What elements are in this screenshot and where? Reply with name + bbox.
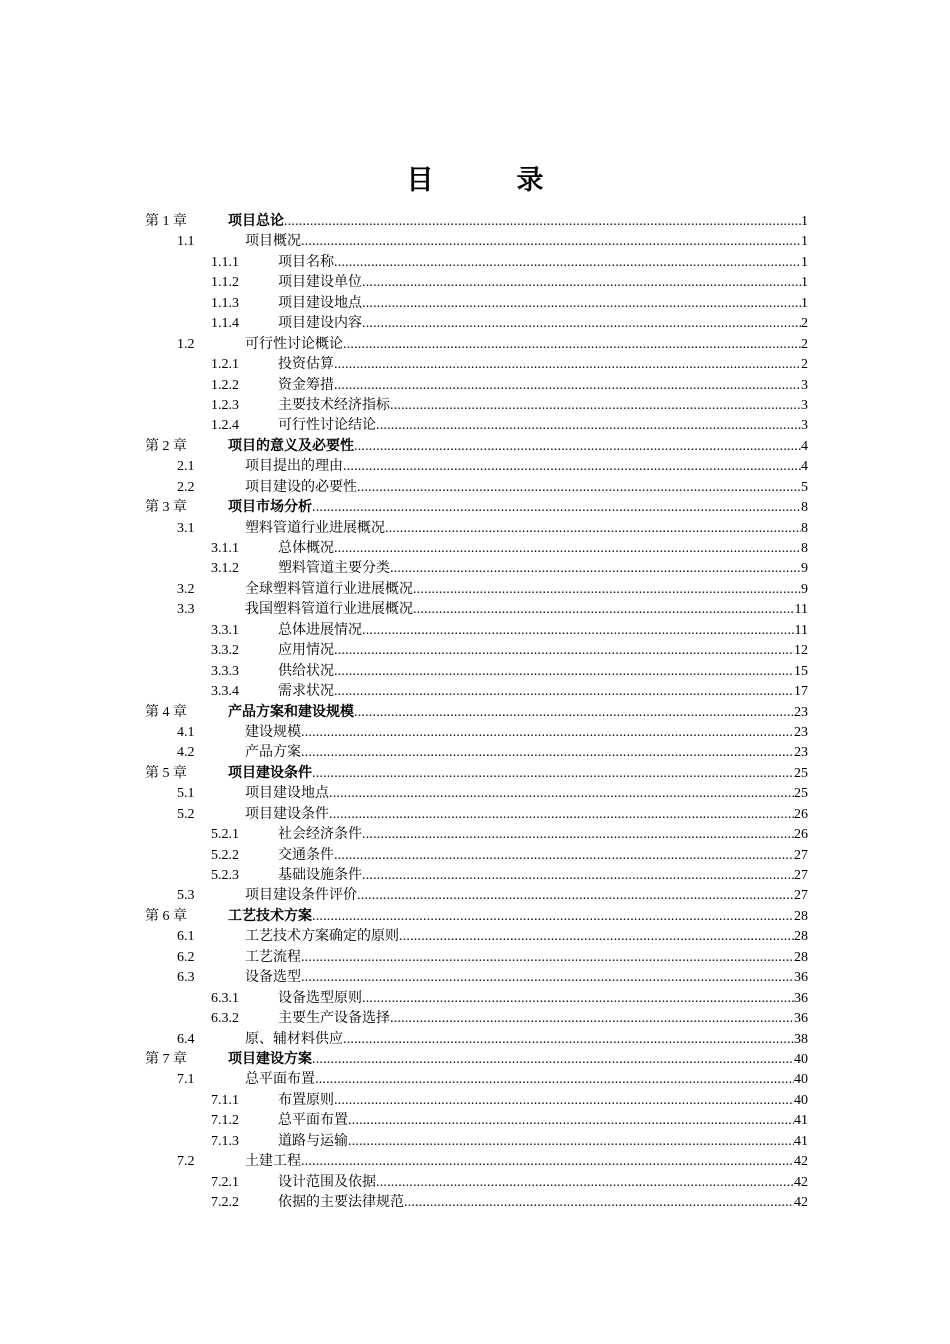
toc-entry-page-number: 42 [794,1195,808,1210]
toc-entry-page-number: 28 [794,908,808,924]
toc-entry-label: 总平面布置 [245,1071,315,1088]
toc-dot-leader [413,600,795,620]
toc-dot-leader [329,805,794,825]
toc-entry-number: 7.1.3 [211,1133,239,1149]
toc-dot-leader [390,559,801,579]
toc-entry-page-number: 1 [801,254,808,270]
toc-entry[interactable] [145,272,808,292]
toc-entry[interactable] [145,885,808,905]
toc-entry[interactable] [145,456,808,476]
toc-entry-page-number: 17 [794,684,808,700]
toc-entry-page-number: 36 [794,1011,808,1027]
toc-entry[interactable] [145,1192,808,1212]
toc-dot-leader [301,968,794,988]
toc-dot-leader [362,314,801,334]
toc-entry-page-number: 3 [801,397,808,413]
toc-entry-label: 项目建设的必要性 [245,478,357,495]
toc-entry-number: 6.2 [177,949,195,965]
toc-entry-label: 项目概况 [245,233,301,250]
toc-entry-label: 布置原则 [278,1091,334,1108]
toc-entry-page-number: 1 [801,275,808,291]
toc-entry[interactable] [145,804,808,824]
toc-entry-page-number: 12 [794,643,808,659]
toc-list [145,211,808,1212]
toc-entry[interactable] [145,518,808,538]
toc-dot-leader [334,376,801,396]
toc-entry-label: 可行性讨论概论 [245,335,343,352]
toc-dot-leader [334,641,794,661]
toc-entry-label: 需求状况 [278,683,334,700]
toc-entry-label: 资金筹措 [278,376,334,393]
toc-dot-leader [312,498,801,518]
toc-entry[interactable] [145,988,808,1008]
toc-entry-page-number: 4 [801,438,808,454]
toc-entry-number: 1.1.3 [211,295,239,311]
toc-entry-page-number: 2 [801,357,808,373]
toc-entry[interactable] [145,477,808,497]
toc-entry-page-number: 36 [794,970,808,986]
toc-entry-page-number: 2 [801,336,808,352]
toc-dot-leader [413,580,801,600]
toc-entry-label: 工艺流程 [245,948,301,965]
toc-entry[interactable] [145,742,808,762]
toc-entry-page-number: 9 [801,561,808,577]
toc-dot-leader [399,927,794,947]
toc-dot-leader [301,723,794,743]
toc-entry-label: 基础设施条件 [278,867,362,883]
toc-entry-page-number: 8 [801,520,808,536]
toc-entry-label: 项目提出的理由 [245,458,343,475]
toc-entry-page-number: 26 [794,806,808,822]
toc-entry-page-number: 27 [794,847,808,863]
toc-entry[interactable] [145,558,808,578]
toc-dot-leader [362,294,801,314]
toc-entry-label: 主要生产设备选择 [278,1010,390,1027]
toc-entry-page-number: 27 [794,868,808,883]
toc-dot-leader [301,1152,794,1172]
toc-dot-leader [362,866,794,886]
toc-entry-label: 设备选型原则 [278,989,362,1006]
toc-entry-page-number: 2 [801,316,808,332]
toc-entry-number: 1.2 [177,336,195,352]
toc-entry-label: 项目建设单位 [278,274,362,291]
toc-entry-number: 第 5 章 [145,765,187,781]
toc-entry-page-number: 3 [801,377,808,393]
toc-entry-label: 全球塑料管道行业进展概况 [245,580,413,597]
toc-entry-label: 主要技术经济指标 [278,396,390,413]
toc-entry-label: 可行性讨论结论 [278,417,376,434]
toc-entry-number: 1.2.4 [211,418,239,434]
toc-entry-label: 道路与运输 [278,1132,348,1149]
toc-entry-label: 项目建设方案 [228,1050,312,1067]
toc-dot-leader [312,1050,794,1070]
toc-entry-number: 5.2 [177,806,195,822]
toc-entry-number: 7.1 [177,1072,195,1088]
toc-entry-number: 3.1.2 [211,561,239,577]
toc-entry-number: 6.4 [177,1031,195,1047]
toc-entry-number: 5.3 [177,888,195,904]
toc-entry-page-number: 40 [794,1072,808,1088]
toc-entry[interactable] [145,375,808,395]
toc-entry[interactable] [145,906,808,926]
toc-entry[interactable] [145,579,808,599]
toc-entry[interactable] [145,865,808,885]
toc-entry-page-number: 27 [794,888,808,904]
toc-entry[interactable] [145,395,808,415]
toc-title: 目 录 [406,165,572,196]
toc-entry-label: 项目建设地点 [278,294,362,311]
toc-entry-page-number: 8 [801,500,808,516]
toc-entry-page-number: 1 [801,295,808,311]
toc-entry-page-number: 11 [794,622,808,638]
toc-entry-page-number: 3 [801,418,808,434]
toc-entry-number: 4.2 [177,745,195,761]
toc-dot-leader [334,662,794,682]
toc-dot-leader [390,396,801,416]
toc-entry-number: 1.1 [177,234,195,250]
toc-entry-number: 5.2.3 [211,868,239,883]
toc-entry[interactable] [145,252,808,272]
toc-entry[interactable] [145,1131,808,1151]
toc-dot-leader [404,1193,794,1213]
toc-entry[interactable] [145,620,808,640]
toc-entry-number: 3.3.3 [211,663,239,679]
toc-entry[interactable] [145,1069,808,1089]
toc-entry-page-number: 41 [794,1133,808,1149]
toc-dot-leader [343,335,801,355]
toc-entry-page-number: 28 [794,929,808,945]
toc-dot-leader [362,989,794,1009]
toc-entry-label: 投资估算 [278,356,334,373]
toc-entry[interactable] [145,1172,808,1192]
toc-entry[interactable] [145,763,808,783]
toc-entry-number: 第 3 章 [145,500,187,516]
toc-entry-number: 3.3 [177,602,195,618]
toc-entry-page-number: 23 [794,704,808,720]
toc-dot-leader [334,682,794,702]
toc-entry-page-number: 1 [801,214,808,229]
toc-entry[interactable] [145,722,808,742]
toc-entry-number: 3.3.1 [211,622,239,638]
toc-entry-number: 1.2.3 [211,397,239,413]
toc-entry-number: 1.2.2 [211,377,239,393]
toc-entry-label: 设备选型 [245,969,301,986]
toc-dot-leader [284,212,801,232]
toc-entry-number: 3.1 [177,520,195,536]
toc-entry-page-number: 25 [794,765,808,781]
toc-entry-number: 1.1.1 [211,254,239,270]
toc-entry-number: 7.1.1 [211,1092,239,1108]
toc-entry-page-number: 40 [794,1092,808,1108]
toc-entry[interactable] [145,824,808,844]
toc-entry[interactable] [145,599,808,619]
toc-dot-leader [334,539,801,559]
toc-entry-label: 交通条件 [278,846,334,863]
toc-entry[interactable] [145,211,808,231]
toc-entry-number: 6.3.1 [211,990,239,1006]
toc-entry-page-number: 15 [794,663,808,679]
toc-entry-page-number: 1 [801,234,808,250]
toc-dot-leader [334,846,794,866]
toc-entry-label: 项目的意义及必要性 [228,437,354,454]
toc-entry-label: 项目名称 [278,253,334,270]
toc-entry-label: 设计范围及依据 [278,1173,376,1190]
toc-dot-leader [312,907,794,927]
toc-entry-page-number: 9 [801,581,808,597]
toc-entry[interactable] [145,845,808,865]
toc-entry[interactable] [145,967,808,987]
toc-entry-number: 7.2 [177,1154,195,1170]
toc-entry-number: 6.3 [177,970,195,986]
toc-entry-label: 项目建设条件评价 [245,887,357,904]
toc-entry-label: 工艺技术方案 [228,907,312,924]
toc-entry[interactable] [145,1090,808,1110]
toc-entry-page-number: 28 [794,949,808,965]
toc-dot-leader [348,1111,794,1131]
toc-dot-leader [301,743,794,763]
toc-dot-leader [354,703,794,723]
toc-entry-label: 应用情况 [278,642,334,659]
toc-entry[interactable] [145,1029,808,1049]
toc-entry[interactable] [145,334,808,354]
toc-entry-label: 项目建设内容 [278,315,362,332]
toc-entry-label: 工艺技术方案确定的原则 [245,928,399,945]
toc-entry[interactable] [145,436,808,456]
toc-entry-number: 第 4 章 [145,704,187,720]
toc-entry-number: 3.1.1 [211,541,239,556]
toc-entry[interactable] [145,702,808,722]
toc-dot-leader [376,416,801,436]
toc-dot-leader [385,519,801,539]
toc-dot-leader [362,273,801,293]
toc-entry-label: 项目建设条件 [245,805,329,822]
toc-entry-page-number: 40 [794,1051,808,1067]
toc-entry[interactable] [145,1049,808,1069]
toc-entry-page-number: 8 [801,541,808,556]
toc-entry-label: 供给状况 [278,662,334,679]
toc-entry-number: 1.2.1 [211,357,239,373]
toc-entry[interactable] [145,661,808,681]
toc-dot-leader [357,886,794,906]
toc-entry-page-number: 41 [794,1113,808,1129]
toc-dot-leader [315,1070,794,1090]
toc-entry-label: 依据的主要法律规范 [278,1194,404,1210]
toc-entry-number: 4.1 [177,724,195,740]
toc-dot-leader [343,1030,794,1050]
toc-entry-number: 1.1.2 [211,275,239,291]
toc-dot-leader [334,253,801,273]
toc-entry[interactable] [145,1151,808,1171]
toc-entry-number: 第 1 章 [145,214,187,229]
toc-entry-label: 建设规模 [245,723,301,740]
toc-entry-page-number: 26 [794,827,808,843]
toc-entry-page-number: 11 [794,602,808,618]
toc-entry-label: 项目市场分析 [228,499,312,516]
toc-entry-page-number: 23 [794,745,808,761]
toc-entry[interactable] [145,354,808,374]
toc-dot-leader [301,948,794,968]
toc-entry-number: 7.2.1 [211,1174,239,1190]
toc-entry-label: 总平面布置 [278,1112,348,1129]
toc-entry-number: 第 2 章 [145,438,187,454]
toc-entry-page-number: 4 [801,459,808,475]
toc-entry[interactable] [145,947,808,967]
toc-entry-label: 塑料管道行业进展概况 [245,519,385,536]
toc-dot-leader [312,764,794,784]
toc-entry-number: 第 7 章 [145,1051,187,1067]
toc-entry[interactable] [145,783,808,803]
toc-entry[interactable] [145,293,808,313]
toc-dot-leader [334,1091,794,1111]
toc-entry-label: 原、辅材料供应 [245,1030,343,1047]
toc-entry[interactable] [145,538,808,558]
toc-entry-number: 7.1.2 [211,1113,239,1129]
toc-entry-number: 3.3.4 [211,684,239,700]
toc-entry-number: 第 6 章 [145,908,187,924]
toc-entry-label: 产品方案和建设规模 [228,703,354,720]
toc-dot-leader [354,437,801,457]
toc-dot-leader [348,1132,794,1152]
toc-entry-number: 2.1 [177,459,195,475]
toc-entry-number: 5.2.1 [211,827,239,843]
toc-entry-label: 总体概况 [278,540,334,556]
toc-entry-number: 5.2.2 [211,847,239,863]
toc-entry-page-number: 42 [794,1154,808,1170]
toc-entry-number: 3.2 [177,581,195,597]
toc-entry-number: 1.1.4 [211,316,239,332]
toc-entry-label: 塑料管道主要分类 [278,560,390,577]
toc-entry-label: 土建工程 [245,1153,301,1170]
toc-entry-number: 6.1 [177,929,195,945]
toc-entry[interactable] [145,313,808,333]
toc-dot-leader [301,232,801,252]
toc-entry[interactable] [145,231,808,251]
toc-entry[interactable] [145,1110,808,1130]
toc-entry-label: 社会经济条件 [278,826,362,843]
toc-entry-page-number: 42 [794,1174,808,1190]
toc-entry-page-number: 38 [794,1031,808,1047]
toc-entry-label: 项目总论 [228,213,284,229]
toc-dot-leader [329,784,794,804]
toc-entry-label: 产品方案 [245,744,301,761]
toc-entry-label: 项目建设地点 [245,785,329,802]
toc-entry-label: 项目建设条件 [228,764,312,781]
toc-entry-page-number: 25 [794,786,808,802]
toc-entry-number: 7.2.2 [211,1195,239,1210]
toc-dot-leader [357,478,801,498]
toc-entry-label: 我国塑料管道行业进展概况 [245,601,413,618]
toc-dot-leader [376,1173,794,1193]
toc-entry-number: 2.2 [177,479,195,495]
toc-entry[interactable] [145,926,808,946]
toc-dot-leader [390,1009,794,1029]
toc-dot-leader [343,457,801,477]
toc-entry-number: 6.3.2 [211,1011,239,1027]
toc-dot-leader [362,621,795,641]
toc-entry[interactable] [145,1008,808,1028]
toc-dot-leader [334,355,801,375]
toc-entry-label: 总体进展情况 [278,621,362,638]
toc-entry[interactable] [145,415,808,435]
toc-entry-page-number: 5 [801,479,808,495]
toc-dot-leader [362,825,794,845]
toc-entry[interactable] [145,497,808,517]
toc-entry-page-number: 36 [794,990,808,1006]
toc-entry-page-number: 23 [794,724,808,740]
toc-entry-number: 5.1 [177,786,195,802]
toc-entry[interactable] [145,681,808,701]
toc-entry-number: 3.3.2 [211,643,239,659]
toc-entry[interactable] [145,640,808,660]
